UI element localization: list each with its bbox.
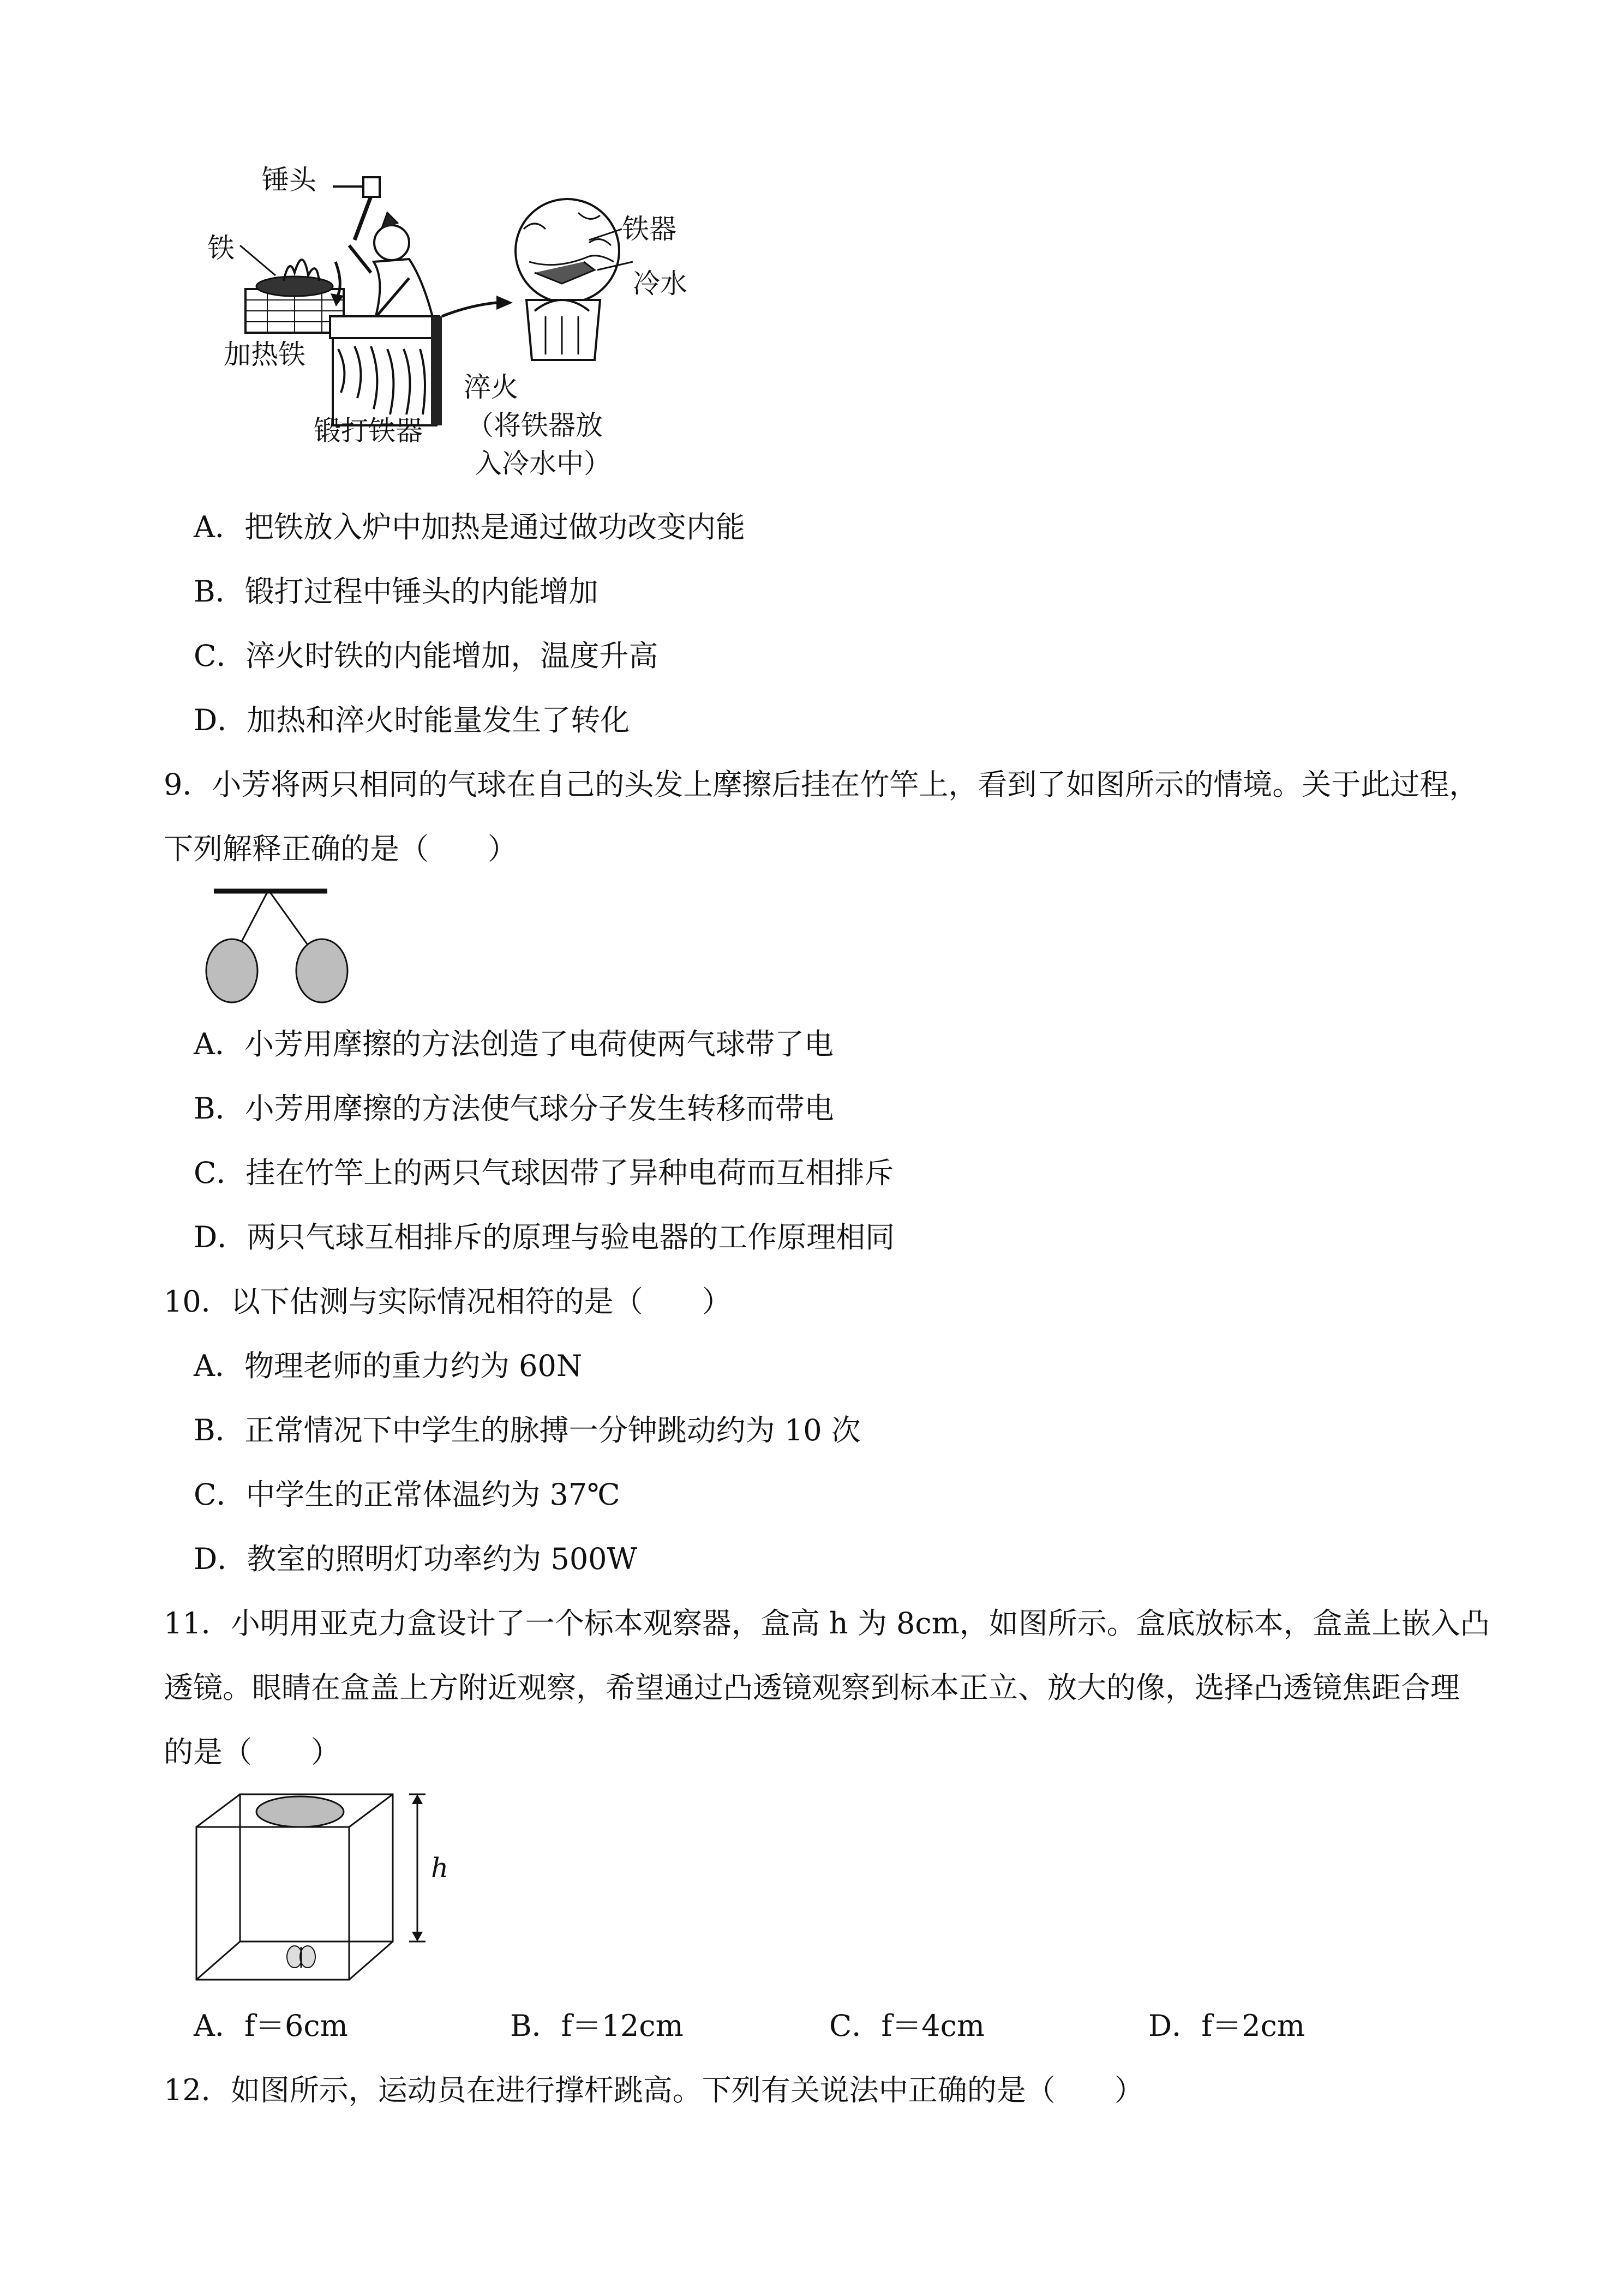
q11-stem-line-2: 透镜。眼睛在盒盖上方附近观察，希望通过凸透镜观察到标本正立、放大的像，选择凸透镜焦距合理	[164, 1670, 1460, 1705]
q11-option-b: B．f＝12cm	[510, 2009, 684, 2043]
q9-option-a: A．小芳用摩擦的方法创造了电荷使两气球带了电	[194, 1027, 834, 1061]
q9-option-d: D．两只气球互相排斥的原理与验电器的工作原理相同	[194, 1220, 895, 1254]
label-heat-iron: 加热铁	[224, 339, 305, 370]
q9-option-b: B．小芳用摩擦的方法使气球分子发生转移而带电	[194, 1091, 834, 1126]
q11-option-d: D．f＝2cm	[1148, 2009, 1305, 2043]
blacksmith-illustration	[207, 153, 698, 491]
q8-option-d: D．加热和淬火时能量发生了转化	[194, 703, 630, 737]
balloons-illustration	[191, 883, 365, 1009]
q11-option-c: C．f＝4cm	[829, 2009, 985, 2043]
label-forge: 锻打铁器	[314, 415, 423, 447]
q12-stem: 12．如图所示，运动员在进行撑杆跳高。下列有关说法中正确的是（ ）	[164, 2073, 1144, 2107]
q9-stem-line-2: 下列解释正确的是（ ）	[164, 832, 517, 866]
q11-stem-line-1: 11．小明用亚克力盒设计了一个标本观察器，盒高 h 为 8cm，如图所示。盒底放标本，盒盖上嵌入凸	[164, 1606, 1490, 1640]
q8-figure	[207, 153, 698, 491]
q10-option-d: D．教室的照明灯功率约为 500W	[194, 1542, 638, 1576]
q8-option-b: B．锻打过程中锤头的内能增加	[194, 574, 598, 609]
q10-stem: 10．以下估测与实际情况相符的是（ ）	[164, 1284, 732, 1319]
label-iron: 铁	[207, 232, 235, 264]
label-hammer: 锤头	[262, 164, 316, 196]
q9-stem-line-1: 9．小芳将两只相同的气球在自己的头发上摩擦后挂在竹竿上，看到了如图所示的情境。关于此过程，	[164, 767, 1479, 802]
label-quench-note-2: 入冷水中）	[475, 448, 611, 479]
q8-option-c: C．淬火时铁的内能增加，温度升高	[194, 639, 658, 673]
q9-option-c: C．挂在竹竿上的两只气球因带了异种电荷而互相排斥	[194, 1156, 894, 1190]
q9-figure	[191, 883, 365, 1009]
label-cold-water: 冷水	[633, 268, 687, 299]
q11-figure	[191, 1783, 496, 1991]
q11-stem-line-3: 的是（ ）	[164, 1735, 340, 1769]
q11-option-a: A．f＝6cm	[194, 2009, 348, 2043]
specimen-box-illustration	[191, 1783, 496, 1991]
label-h: h	[431, 1852, 449, 1884]
q10-option-b: B．正常情况下中学生的脉搏一分钟跳动约为 10 次	[194, 1413, 861, 1447]
label-ironware: 铁器	[622, 213, 676, 245]
q8-option-a: A．把铁放入炉中加热是通过做功改变内能	[194, 510, 745, 544]
label-quench-note-1: （将铁器放	[466, 410, 603, 441]
label-quench: 淬火	[464, 371, 518, 403]
q10-option-c: C．中学生的正常体温约为 37℃	[194, 1477, 620, 1512]
q10-option-a: A．物理老师的重力约为 60N	[194, 1349, 583, 1383]
